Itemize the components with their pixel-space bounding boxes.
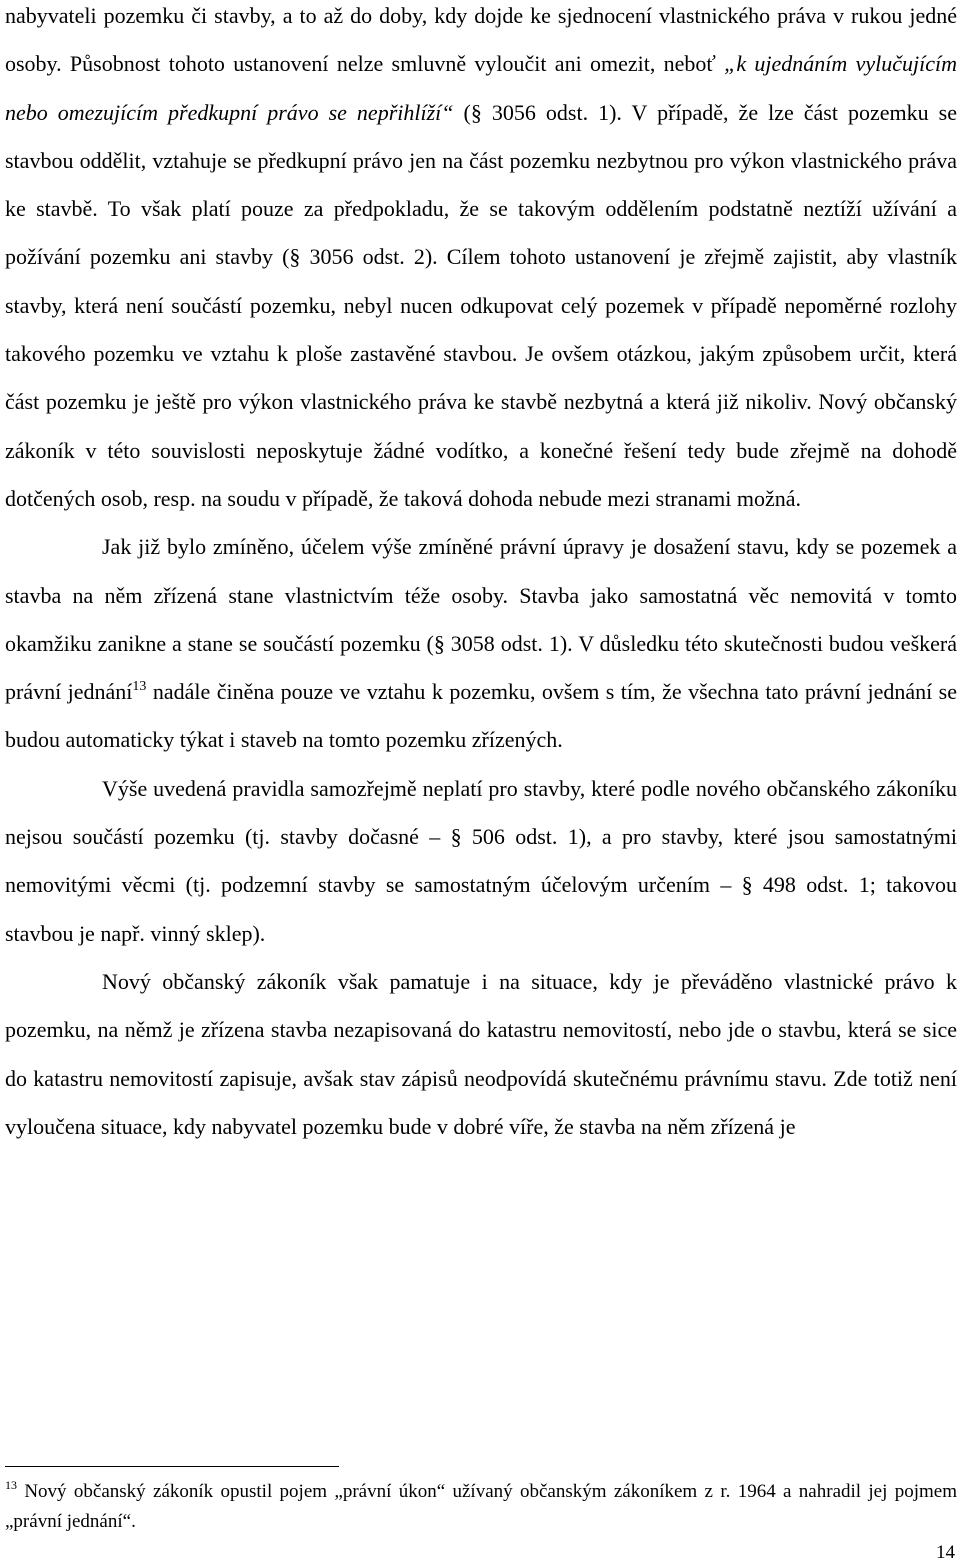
paragraph-2 [5, 523, 957, 764]
paragraph-4: Nový občanský zákoník však pamatuje i na situace, kdy je převáděno vlastnické právo k pozemku, na němž je zřízena stavba nezapisovaná do katastru nemovitostí, nebo jde o stavbu, která se sice do katastru nemovitostí zapisuje, avšak stav zápisů neodpovídá skutečnému právnímu stavu. Zde totiž není vyloučena situace, kdy nabyvatel pozemku bude v dobré víře, že stavba na něm zřízená je [5, 968, 957, 1139]
footnote-separator [5, 1466, 339, 1467]
paragraph-1 [5, 0, 957, 523]
footnote [5, 1477, 957, 1537]
paragraph-2-text-b: nadále činěna pouze ve vztahu k pozemku, ovšem s tím, že všechna tato právní jednání se budou automaticky týkat i staveb na tomto pozemku zřízených. [5, 679, 957, 753]
paragraph-1-text-a: nabyvateli pozemku či stavby, a to až do doby, kdy dojde ke sjednocení vlastnického práva v rukou jedné osoby. Působnost tohoto ustanovení nelze smluvně vyloučit ani omezit, neboť [5, 3, 957, 77]
footnote-marker: 13 [5, 1478, 17, 1492]
footnote-text: Nový občanský zákoník opustil pojem „právní úkon“ užívaný občanským zákoníkem z r. 1964 a nahradil jej pojmem „právní jednání“. [5, 1481, 957, 1532]
page-number: 14 [936, 1542, 955, 1563]
footnote-reference[interactable]: 13 [132, 679, 147, 695]
statute-quote: „k ujednáním vylučujícím nebo omezujícím předkupní právo se nepřihlíží“ [5, 51, 957, 125]
paragraph-1-text-b: (§ 3056 odst. 1). V případě, že lze část pozemku se stavbou oddělit, vztahuje se předkupní právo jen na část pozemku nezbytnou pro výkon vlastnického práva ke stavbě. To však platí pouze za předpokladu, že se takovým oddělením podstatně neztíží užívání a požívání pozemku ani stavby (§ 3056 odst. 2). Cílem tohoto ustanovení je zřejmě zajistit, aby vlastník stavby, která není součástí pozemku, nebyl nucen odkupovat celý pozemek v případě nepoměrné rozlohy takového pozemku ve vztahu k ploše zastavěné stavbou. Je ovšem otázkou, jakým způsobem určit, která část pozemku je ještě pro výkon vlastnického práva ke stavbě nezbytná a která již nikoliv. Nový občanský zákoník v této souvislosti neposkytuje žádné vodítko, a konečné řešení tedy bude zřejmě na dohodě dotčených osob, resp. na soudu v případě, že taková dohoda nebude mezi stranami možná. [5, 99, 957, 511]
paragraph-2-text-a: Jak již bylo zmíněno, účelem výše zmíněné právní úpravy je dosažení stavu, kdy se pozemek a stavba na něm zřízená stane vlastnictvím téže osoby. Stavba jako samostatná věc nemovitá v tomto okamžiku zanikne a stane se součástí pozemku (§ 3058 odst. 1). V důsledku této skutečnosti budou veškerá právní jednání [5, 534, 957, 705]
document-page [5, 0, 957, 1151]
paragraph-3: Výše uvedená pravidla samozřejmě neplatí pro stavby, které podle nového občanského zákoníku nejsou součástí pozemku (tj. stavby dočasné – § 506 odst. 1), a pro stavby, které jsou samostatnými nemovitými věcmi (tj. podzemní stavby se samostatným účelovým určením – § 498 odst. 1; takovou stavbou je např. vinný sklep). [5, 775, 957, 946]
